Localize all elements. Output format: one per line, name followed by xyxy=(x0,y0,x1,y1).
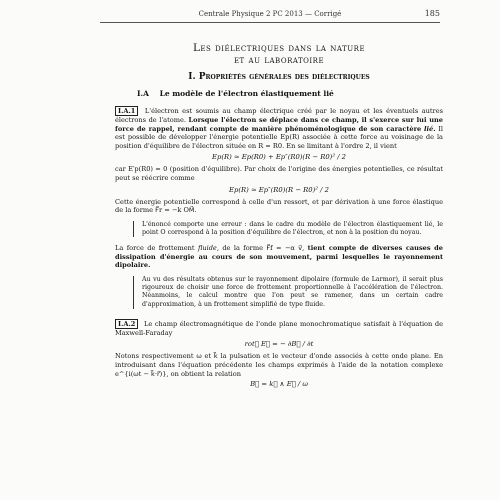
q1-paragraph-1 xyxy=(115,106,443,150)
remark-text: L'énoncé comporte une erreur : dans le cadre du modèle de l'électron élastiquement lié, le point O correspond à la position d'équilibre de l'électron, et non à la position du noyau. xyxy=(142,220,443,236)
chapter-title-line2: et au laboratoire xyxy=(233,54,325,66)
q1-text-b: Il est possible de développer l'énergie potentielle Ep(R) associée à cette force au voisinage de la position d'équilibre de l'électron située en R = R0. En se limitant à l'ordre 2, il vient xyxy=(115,124,443,150)
section-title: Le modèle de l'électron élastiquement lié xyxy=(159,89,334,98)
section-number: I.A xyxy=(137,89,149,98)
running-header xyxy=(100,10,440,23)
q1-p4-text-a: La force de frottement xyxy=(115,244,195,253)
q1-paragraph-2: car E′p(R0) = 0 (position d'équilibre). Par choix de l'origine des énergies potentielles, ce résultat peut se réécrire comme xyxy=(115,165,443,182)
q2-text: Le champ électromagnétique de l'onde plane monochromatique satisfait à l'équation de Maxwell-Faraday xyxy=(115,319,443,337)
q1-p4-italic: fluide, xyxy=(197,244,219,253)
q1-p4-bold: tient compte de diverses causes de dissipation d'énergie au cours de son mouvement, parmi lesquelles le rayonnement dipolaire. xyxy=(115,244,443,270)
question-tag: I.A.1 xyxy=(115,106,138,116)
chapter-title xyxy=(115,42,443,66)
q1-p4-text-b: de la forme F⃗f = −α v⃗, xyxy=(222,244,305,253)
remark-note xyxy=(133,221,443,237)
running-title: Centrale Physique 2 PC 2013 — Corrigé xyxy=(198,10,342,18)
q1-text-bold: Lorsque l'électron se déplace dans ce champ, il s'exerce sur lui une force de rappel, rendant compte de manière phénoménologique de son caractère xyxy=(115,116,443,133)
part-title: I. Propriétés générales des diélectriques xyxy=(188,72,370,82)
equation: Ep(R) ≃ Ep″(R0)(R − R0)² / 2 xyxy=(229,185,329,194)
q2-paragraph-2: Notons respectivement ω et k⃗ la pulsation et le vecteur d'onde associés à cette onde plane. En introduisant dans l'équation précédente les champs exprimés à l'aide de la notation complexe e^{i(ωt − k⃗·r⃗)}, on obtient la relation xyxy=(115,352,443,378)
chapter-title-line1: Les diélectriques dans la nature xyxy=(192,42,366,54)
q1-paragraph-3: Cette énergie potentielle correspond à celle d'un ressort, et par dérivation à une force élastique de la forme F⃗r = −k OM⃗. xyxy=(115,197,443,215)
remark-text: Au vu des résultats obtenus sur le rayonnement dipolaire (formule de Larmor), il serait plus rigoureux de choisir une force de frottement proportionnelle à l'accélération de l'électron. Néanmoins, le calcul montre que l'on peut se ramener, dans un certain cadre d'approximation, à un frottement simplifié de type fluide. xyxy=(142,275,443,308)
section-heading xyxy=(137,89,443,98)
q1-paragraph-4 xyxy=(115,244,443,270)
question-tag: I.A.2 xyxy=(115,319,138,329)
equation: Ep(R) ≃ Ep(R0) + Ep″(R0)(R − R0)² / 2 xyxy=(212,153,346,162)
equation: B⃗ = k⃗ ∧ E⃗ / ω xyxy=(250,380,308,389)
q1-text-bold-italic: lié. xyxy=(424,124,436,133)
page-number: 185 xyxy=(424,9,440,18)
page-content xyxy=(115,34,443,390)
q2-paragraph-1 xyxy=(115,319,443,338)
equation: rot⃗ E⃗ = − ∂B⃗ / ∂t xyxy=(244,340,314,349)
remark-note xyxy=(133,276,443,309)
q1-text-a: L'électron est soumis au champ électrique créé par le noyau et les éventuels autres électrons de l'atome. xyxy=(115,107,443,124)
